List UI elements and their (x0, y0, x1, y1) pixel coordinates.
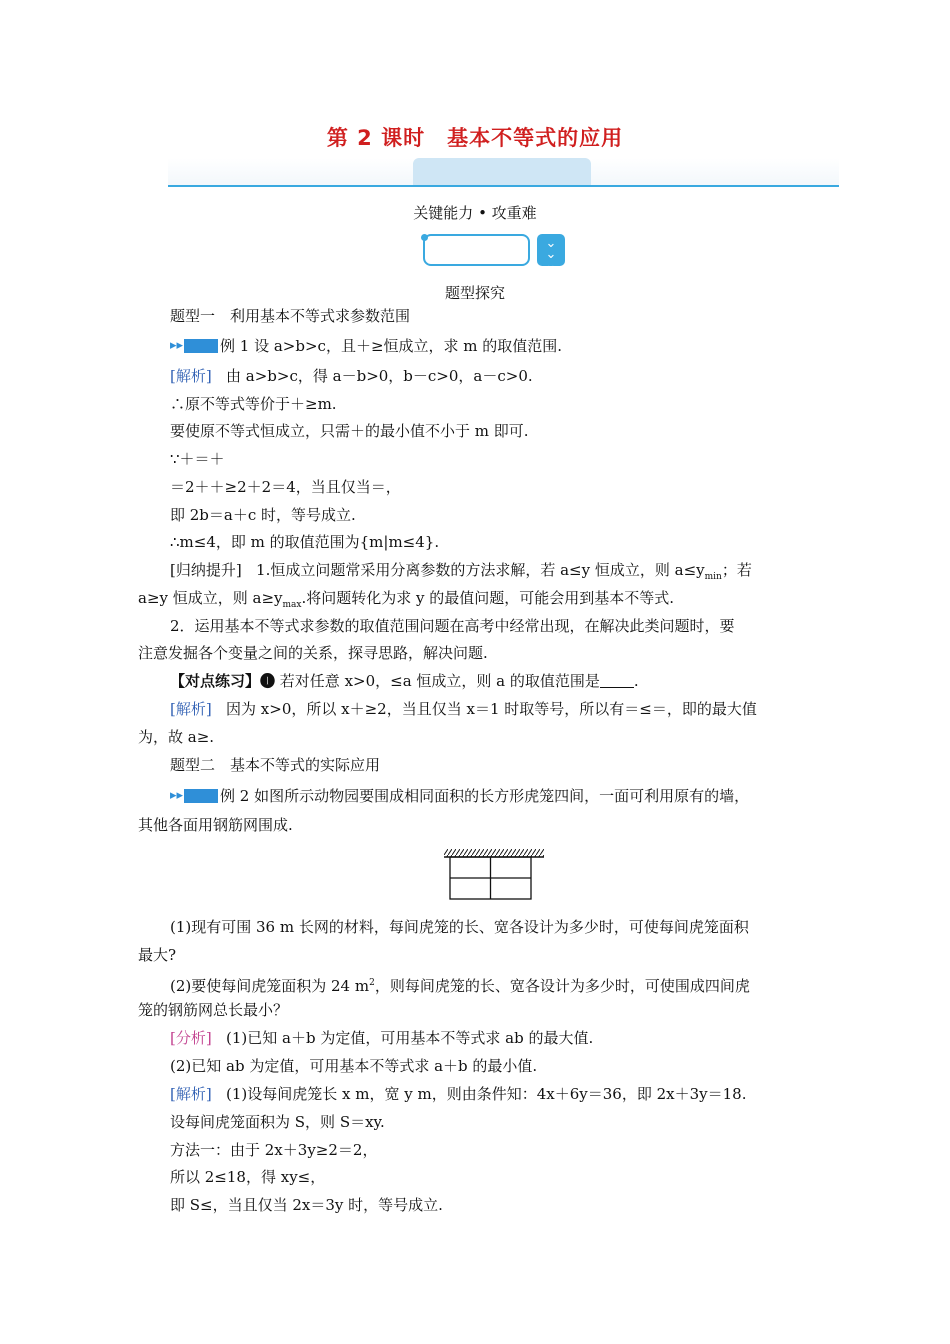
jiexi-tag: [解析] (170, 367, 212, 385)
analysis-line-2: ∴原不等式等价于＋≥m. (170, 395, 337, 413)
guina-tag: [归纳提升] (170, 561, 242, 579)
summary-line-2: a≥y 恒成立，则 $a\ge y_{max}$.将问题转化为求 y 的最值问题，可能会用到基本不等式. (138, 589, 675, 610)
solution-line-4: 所以 2≤18，得 xy≤， (170, 1168, 326, 1186)
solution-line-3: 方法一：由于 2x＋3y≥2＝2， (170, 1141, 378, 1159)
practice-analysis-2: 为，故 a≥. (138, 728, 215, 746)
subsection-label: 题型探究 (444, 284, 505, 302)
fenxi-line-1: [分析] (1)已知 a＋b 为定值，可用基本不等式求 ab 的最大值. (170, 1029, 594, 1047)
double-chevron-down-icon: ⌄ ⌄ ⌄ (537, 234, 565, 266)
tiger-cage-figure (444, 849, 544, 904)
fenxi-line-2: (2)已知 ab 为定值，可用基本不等式求 a＋b 的最小值. (170, 1057, 538, 1075)
page-title: 第 2 课时 基本不等式的应用 (326, 126, 624, 150)
example1: ▸▸ 例 1 设 a>b>c，且＋≥恒成立，求 m 的取值范围. (170, 337, 563, 355)
summary-line-4: 注意发掘各个变量之间的关系，探寻思路，解决问题. (138, 644, 488, 662)
section-label: 关键能力 • 攻重难 (413, 204, 537, 222)
question1-line-2: 最大? (138, 946, 177, 964)
summary-line-1: [归纳提升] 1.恒成立问题常采用分离参数的方法求解，若 a≤y 恒成立，则 $a\le y_{min}$；若 (170, 561, 752, 582)
wall-hatch (444, 849, 544, 857)
header-tab (413, 158, 591, 186)
practice-tag: 【对点练习】❶ (170, 672, 276, 690)
example-marker-icon: ▸▸ (170, 788, 218, 804)
question2-line-1: (2)要使每间虎笼面积为 24 $m^2$，则每间虎笼的长、宽各设计为多少时，可使围成四间虎 (170, 977, 750, 995)
analysis-line-1: [解析] 由 a>b>c，得 a－b>0，b－c>0，a－c>0. (170, 367, 533, 385)
practice-analysis-1: [解析] 因为 x>0，所以 x＋≥2，当且仅当 x＝1 时取等号，所以有＝≤＝，即的最大值 (170, 700, 757, 718)
example2: ▸▸ 例 2 如图所示动物园要围成相同面积的长方形虎笼四间，一面可利用原有的墙， (170, 787, 750, 805)
type2-heading: 题型二 基本不等式的实际应用 (170, 756, 381, 774)
analysis-line-4: ∵＋＝＋ (170, 450, 225, 468)
analysis-line-6: 即 2b＝a＋c 时，等号成立. (170, 506, 356, 524)
example2-line-2: 其他各面用钢筋网围成. (138, 816, 293, 834)
answer-blank (600, 673, 634, 688)
section-banner-box (423, 234, 530, 266)
analysis-line-3: 要使原不等式恒成立，只需＋的最小值不小于 m 即可. (170, 422, 529, 440)
fenxi-tag: [分析] (170, 1029, 212, 1047)
solution-line-5: 即 S≤，当且仅当 2x＝3y 时，等号成立. (170, 1196, 443, 1214)
analysis-line-7: ∴m≤4，即 m 的取值范围为{m|m≤4}. (170, 533, 440, 551)
header-rule (168, 185, 839, 187)
solution-line-1: [解析] (1)设每间虎笼长 x m，宽 y m，则由条件知：4x＋6y＝36，即 2x＋3y＝18. (170, 1085, 747, 1103)
summary-line-3: 2．运用基本不等式求参数的取值范围问题在高考中经常出现，在解决此类问题时，要 (170, 617, 735, 635)
analysis-line-5: ＝2＋＋≥2＋2＝4，当且仅当＝， (170, 478, 401, 496)
solution-line-2: 设每间虎笼面积为 S，则 S＝xy. (170, 1113, 385, 1131)
question1-line-1: (1)现有可围 36 m 长网的材料，每间虎笼的长、宽各设计为多少时，可使每间虎笼面积 (170, 918, 749, 936)
example-marker-icon: ▸▸ (170, 338, 218, 354)
practice-line: 【对点练习】❶ 若对任意 x>0，≤a 恒成立，则 a 的取值范围是 . (170, 672, 639, 690)
question2-line-2: 笼的钢筋网总长最小？ (138, 1001, 289, 1019)
type1-heading: 题型一 利用基本不等式求参数范围 (170, 307, 411, 325)
